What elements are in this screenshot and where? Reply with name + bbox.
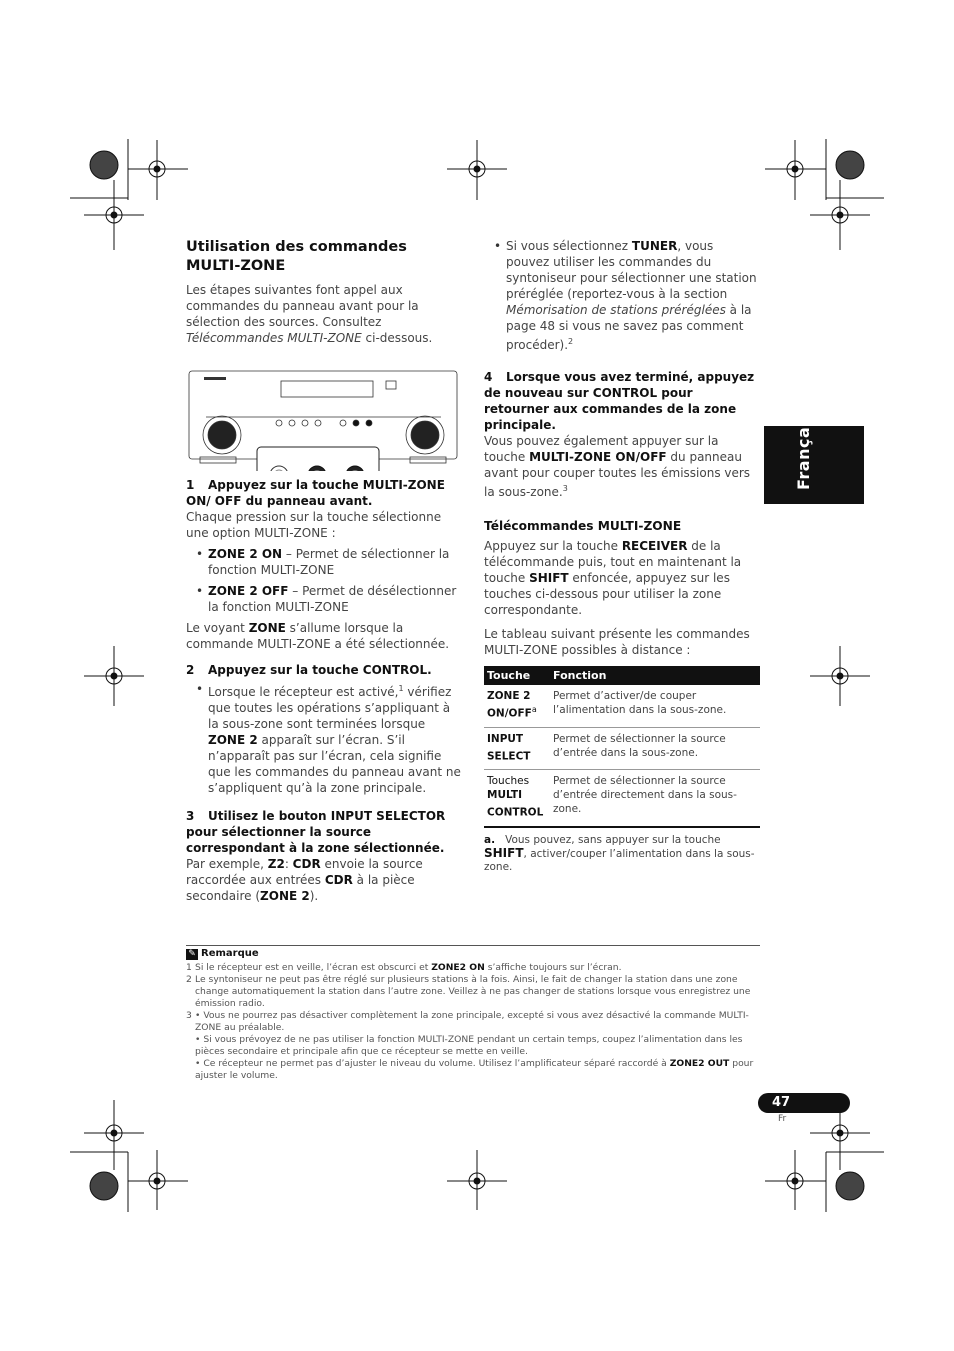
step-2-title: 2 Appuyez sur la touche CONTROL. (186, 663, 432, 677)
notes-heading: ✎ Remarque (186, 948, 760, 960)
step-2-bullet: • Lorsque le récepteur est activé,$^1$ vérifiez que toutes les opérations s’appliquant à la sous-zone sont terminées lorsque ZONE 2 apparaît sur l’écran. S’il n’apparaît pas sur l’écran, cela signifie que les commandes du panneau avant ne s’appliquent qu’à la zone principale. (186, 681, 461, 796)
notes-section (186, 945, 760, 1082)
step-4-text: Vous pouvez également appuyer sur la touche MULTI-ZONE ON/OFF du panneau avant pour couper toutes les émissions vers la sous-zone.$^3$ (484, 434, 751, 499)
remote-paragraph-2: Le tableau suivant présente les commandes MULTI-ZONE possibles à distance : (484, 627, 750, 657)
remote-paragraph-1: Appuyez sur la touche RECEIVER de la télécommande puis, tout en maintenant la touche SHIFT enfoncée, appuyez sur les touches ci-dessous pour utiliser la zone correspondante. (484, 539, 742, 617)
step-3-title: 3 Utilisez le bouton INPUT SELECTOR pour sélectionner la source correspondant à la zone sélectionnée. (186, 809, 446, 855)
table-header-function: Fonction (550, 666, 760, 685)
step-4 (484, 369, 760, 500)
bullet-zone2-off: • ZONE 2 OFF – Permet de désélectionner la fonction MULTI-ZONE (186, 583, 461, 615)
note-pencil-icon: ✎ (186, 949, 198, 960)
language-tab-label: Français (794, 410, 813, 490)
left-column (186, 238, 461, 909)
page-language: Fr (778, 1114, 787, 1124)
note-2: 2 Le syntoniseur ne peut pas être réglé sur plusieurs stations à la fois. Ainsi, le fait de changer la station dans une zone change automatiquement la station dans l’autre zone. Veillez à ne pas changer de stations lorsque vous enregistrez une émission radio. (186, 974, 751, 1009)
note-3c: • Ce récepteur ne permet pas d’ajuster le niveau du volume. Utilisez l’amplificateur séparé raccordé à ZONE2 OUT pour ajuster le volume. (195, 1058, 754, 1081)
remote-commands-table (484, 666, 760, 828)
right-column (484, 238, 760, 874)
step-1-text: Chaque pression sur la touche sélectionne une option MULTI-ZONE : (186, 510, 442, 540)
table-header-row (484, 666, 760, 685)
step-1-after: Le voyant ZONE s’allume lorsque la commande MULTI-ZONE a été sélectionnée. (186, 621, 450, 651)
step-3 (186, 808, 461, 904)
table-row: Touches MULTI CONTROL Permet de sélectionner la source d’entrée directement dans la sous-zone. (484, 770, 760, 827)
note-1: 1 Si le récepteur est en veille, l’écran est obscurci et ZONE2 ON s’affiche toujours sur l’écran. (186, 962, 622, 973)
table-row: ZONE 2 ON/OFF$^a$ Permet d’activer/de couper l’alimentation dans la sous-zone. (484, 685, 760, 727)
note-3b: • Si vous prévoyez de ne pas utiliser la fonction MULTI-ZONE pendant un certain temps, coupez l’alimentation dans les pièces secondaire et principale afin que ce récepteur se mette en veille. (195, 1034, 743, 1057)
intro-paragraph: Les étapes suivantes font appel aux commandes du panneau avant pour la sélection des sources. Consultez Télécommandes MULTI-ZONE ci-dessous. (186, 283, 433, 345)
section-title: Utilisation des commandes MULTI-ZONE (186, 239, 407, 274)
table-row: INPUT SELECT Permet de sélectionner la source d’entrée dans la sous-zone. (484, 727, 760, 770)
tuner-bullet: • Si vous sélectionnez TUNER, vous pouvez utiliser les commandes du syntoniseur pour sélectionner une station préréglée (reportez-vous à la section Mémorisation de stations préréglées à la page 48 si vous ne savez pas comment procéder).$^2$ (484, 238, 760, 353)
note-3a: 3 • Vous ne pourrez pas désactiver complètement la zone principale, excepté si vous avez désactivé la commande MULTI-ZONE au préalable. (186, 1010, 749, 1033)
step-1-title: 1 Appuyez sur la touche MULTI-ZONE ON/ OFF du panneau avant. (186, 478, 445, 508)
receiver-front-panel-illustration (186, 351, 461, 471)
step-3-text: Par exemple, Z2: CDR envoie la source raccordée aux entrées CDR à la pièce secondaire (ZONE 2). (186, 857, 423, 903)
table-footnote: a. Vous pouvez, sans appuyer sur la touche SHIFT, activer/couper l’alimentation dans la sous-zone. (484, 833, 755, 873)
table-header-key: Touche (484, 666, 550, 685)
page-number: 47 (772, 1095, 791, 1110)
step-1 (186, 477, 461, 652)
step-4-title: 4 Lorsque vous avez terminé, appuyez de nouveau sur CONTROL pour retourner aux commandes de la zone principale. (484, 370, 755, 432)
remote-section-title: Télécommandes MULTI-ZONE (484, 519, 682, 533)
step-2 (186, 662, 461, 796)
page-number-badge (758, 1093, 850, 1113)
language-tab (764, 410, 864, 504)
bullet-zone2-on: • ZONE 2 ON – Permet de sélectionner la fonction MULTI-ZONE (186, 546, 461, 578)
